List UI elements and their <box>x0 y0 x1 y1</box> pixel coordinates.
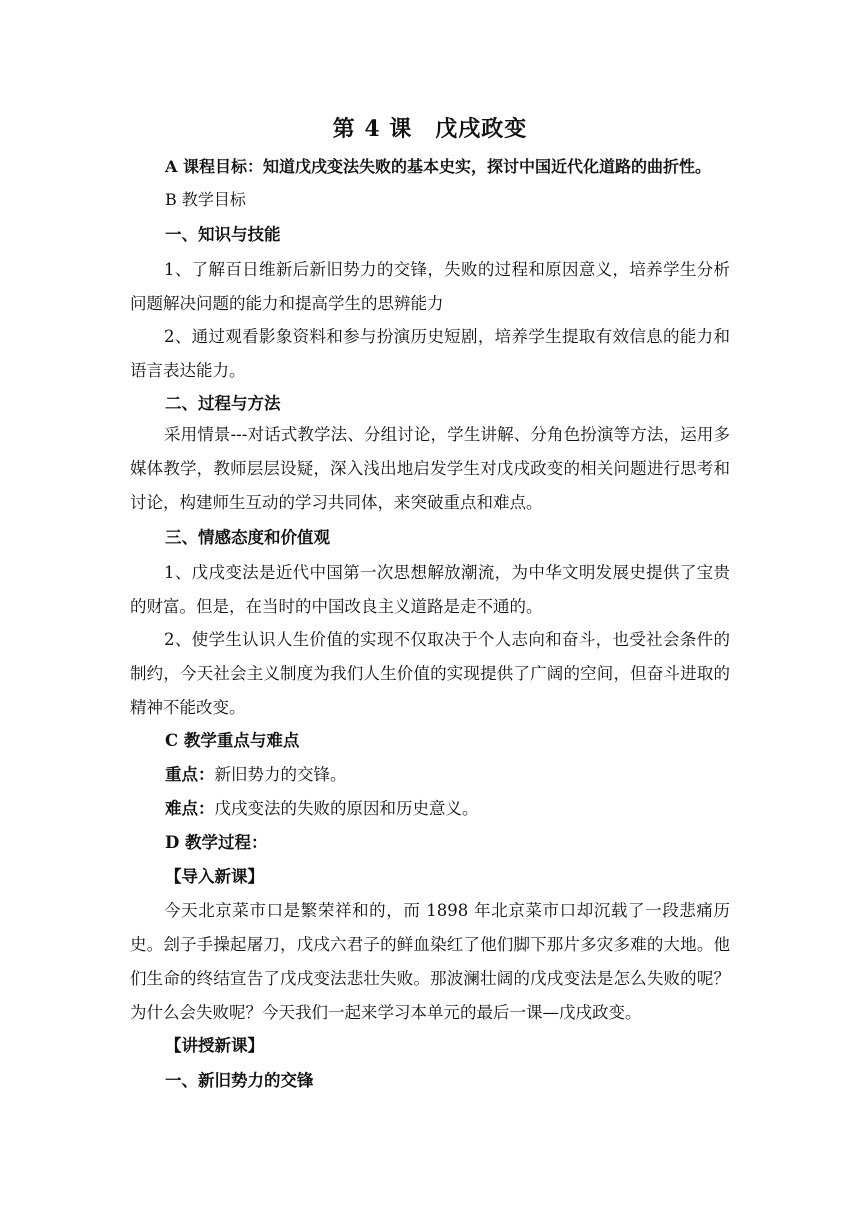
diff-text: 戊戌变法的失败的原因和历史意义。 <box>214 799 479 818</box>
difficult-point <box>165 792 479 826</box>
key-point <box>165 758 347 792</box>
diff-label: 难点： <box>165 799 215 818</box>
knowledge-para-2: 2、通过观看影象资料和参与扮演历史短剧，培养学生提取有效信息的能力和语言表达能力。 <box>130 327 730 380</box>
d-heading: D 教学过程： <box>165 833 268 852</box>
lecture-heading: 【讲授新课】 <box>165 1036 264 1055</box>
key-text: 新旧势力的交锋。 <box>214 765 347 784</box>
intro-para: 今天北京菜市口是繁荣祥和的，而 1898 年北京菜市口却沉载了一段悲痛历史。刽子手操起屠刀，戊戌六君子的鲜血染红了他们脚下那片多灾多难的大地。他们生命的终结宣告了戊戌变法悲壮失败。那波澜壮阔的戊戌变法是怎么失败的呢？为什么会失败呢？今天我们一起来学习本单元的最后一课—戊戌政变。 <box>130 901 730 1022</box>
goal-b: B 教学目标 <box>165 190 246 209</box>
c-heading: C 教学重点与难点 <box>165 731 300 750</box>
key-label: 重点： <box>165 765 215 784</box>
knowledge-para-1: 1、了解百日维新后新旧势力的交锋，失败的过程和原因意义，培养学生分析问题解决问题的能力和提高学生的思辨能力 <box>130 260 730 313</box>
lesson-title: 第 4 课 戊戌政变 <box>332 116 528 142</box>
values-para-2: 2、使学生认识人生价值的实现不仅取决于个人志向和奋斗，也受社会条件的制约，今天社会主义制度为我们人生价值的实现提供了广阔的空间，但奋斗进取的精神不能改变。 <box>130 630 730 717</box>
section-heading-process: 二、过程与方法 <box>165 394 281 413</box>
lecture-subheading: 一、新旧势力的交锋 <box>165 1071 314 1090</box>
values-para-1: 1、戊戌变法是近代中国第一次思想解放潮流，为中华文明发展史提供了宝贵的财富。但是，在当时的中国改良主义道路是走不通的。 <box>130 563 730 616</box>
section-heading-knowledge: 一、知识与技能 <box>165 225 281 244</box>
section-heading-values: 三、情感态度和价值观 <box>165 528 330 547</box>
process-para: 采用情景---对话式教学法、分组讨论，学生讲解、分角色扮演等方法，运用多媒体教学，教师层层设疑，深入浅出地启发学生对戊戌政变的相关问题进行思考和讨论，构建师生互动的学习共同体，来突破重点和难点。 <box>130 425 730 512</box>
goal-a: A 课程目标：知道戊戌变法失败的基本史实，探讨中国近代化道路的曲折性。 <box>165 157 711 176</box>
intro-heading: 【导入新课】 <box>165 867 264 886</box>
